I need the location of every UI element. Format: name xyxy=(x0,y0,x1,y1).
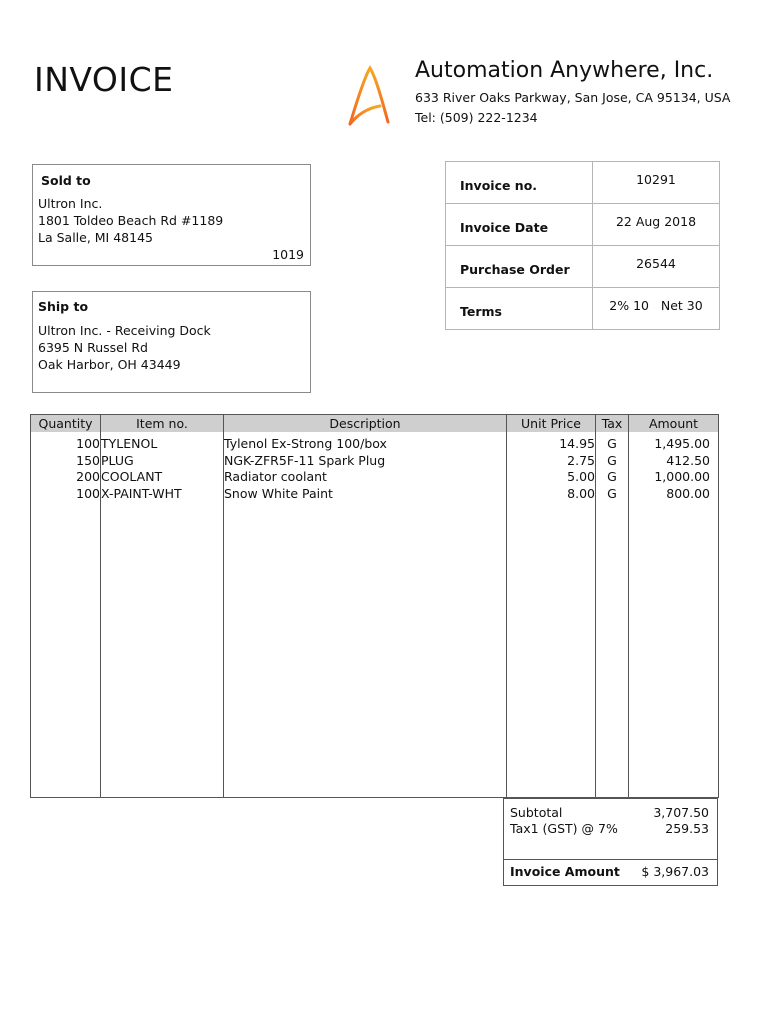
description-cell: Snow White Paint xyxy=(224,486,333,502)
terms-label: Terms xyxy=(446,288,593,330)
unit-price-cell: 2.75 xyxy=(567,452,595,468)
invoice-no-value: 10291 xyxy=(593,162,720,204)
quantity-cell: 200 xyxy=(76,469,100,485)
unit-price-cell: 5.00 xyxy=(567,469,595,485)
tax-cell: G xyxy=(607,469,617,485)
invoice-meta-table xyxy=(445,161,720,330)
meta-row-terms xyxy=(446,288,720,330)
meta-row-purchase-order xyxy=(446,246,720,288)
company-logo-icon xyxy=(346,64,392,128)
item-no-cell: TYLENOL xyxy=(101,436,158,451)
description-cell: Radiator coolant xyxy=(224,469,327,485)
quantity-cell: 100 xyxy=(76,486,100,502)
totals-divider xyxy=(504,859,717,860)
sold-to-heading: Sold to xyxy=(41,173,91,188)
unit-price-cell: 8.00 xyxy=(567,486,595,502)
line-items-table xyxy=(30,414,719,798)
tax-row xyxy=(510,821,709,836)
amount-column xyxy=(629,432,719,798)
item-no-cell: PLUG xyxy=(101,452,134,468)
amount-cell: 1,000.00 xyxy=(654,469,710,485)
column-header-unit-price: Unit Price xyxy=(507,415,596,433)
unit-price-column xyxy=(507,432,596,798)
column-header-amount: Amount xyxy=(629,415,719,433)
invoice-amount-label: Invoice Amount xyxy=(510,864,620,879)
tax-cell: G xyxy=(607,452,617,468)
invoice-date-value: 22 Aug 2018 xyxy=(593,204,720,246)
tax-cell: G xyxy=(607,486,617,502)
item-no-column xyxy=(101,432,224,798)
totals-box xyxy=(503,798,718,886)
column-header-tax: Tax xyxy=(596,415,629,433)
sold-to-line: Ultron Inc. xyxy=(38,196,103,211)
quantity-column xyxy=(31,432,101,798)
tax-column xyxy=(596,432,629,798)
sold-to-line: La Salle, MI 48145 xyxy=(38,230,153,245)
column-header-quantity: Quantity xyxy=(31,415,101,433)
item-no-cell: X-PAINT-WHT xyxy=(101,486,182,502)
tax-cell: G xyxy=(607,436,617,451)
subtotal-value: 3,707.50 xyxy=(653,805,709,820)
line-items-header xyxy=(31,415,719,433)
description-cell: Tylenol Ex-Strong 100/box xyxy=(224,436,387,451)
subtotal-label: Subtotal xyxy=(510,805,563,820)
meta-row-invoice-date xyxy=(446,204,720,246)
invoice-amount-value: $ 3,967.03 xyxy=(641,864,709,879)
company-name: Automation Anywhere, Inc. xyxy=(415,58,714,83)
customer-code: 1019 xyxy=(272,247,304,262)
description-column xyxy=(224,432,507,798)
ship-to-line: Ultron Inc. - Receiving Dock xyxy=(38,323,211,338)
company-address: 633 River Oaks Parkway, San Jose, CA 95134, USA xyxy=(415,90,731,105)
invoice-amount-row xyxy=(510,864,709,879)
document-title: INVOICE xyxy=(34,60,174,99)
description-cell: NGK-ZFR5F-11 Spark Plug xyxy=(224,452,386,468)
quantity-cell: 150 xyxy=(76,452,100,468)
invoice-date-label: Invoice Date xyxy=(446,204,593,246)
column-header-item-no: Item no. xyxy=(101,415,224,433)
ship-to-box xyxy=(32,291,311,393)
unit-price-cell: 14.95 xyxy=(559,436,595,451)
ship-to-line: Oak Harbor, OH 43449 xyxy=(38,357,181,372)
amount-cell: 412.50 xyxy=(666,452,710,468)
terms-value: 2% 10 Net 30 xyxy=(593,288,720,330)
company-telephone: Tel: (509) 222-1234 xyxy=(415,110,538,125)
ship-to-heading: Ship to xyxy=(38,299,89,314)
amount-cell: 800.00 xyxy=(666,486,710,502)
invoice-no-label: Invoice no. xyxy=(446,162,593,204)
amount-cell: 1,495.00 xyxy=(654,436,710,451)
purchase-order-label: Purchase Order xyxy=(446,246,593,288)
item-no-cell: COOLANT xyxy=(101,469,163,485)
quantity-cell: 100 xyxy=(76,436,100,451)
purchase-order-value: 26544 xyxy=(593,246,720,288)
ship-to-line: 6395 N Russel Rd xyxy=(38,340,148,355)
sold-to-box xyxy=(32,164,311,266)
tax-value: 259.53 xyxy=(665,821,709,836)
tax-label: Tax1 (GST) @ 7% xyxy=(510,821,618,836)
subtotal-row xyxy=(510,805,709,820)
line-items-body xyxy=(31,432,719,798)
meta-row-invoice-no xyxy=(446,162,720,204)
column-header-description: Description xyxy=(224,415,507,433)
sold-to-line: 1801 Toldeo Beach Rd #1189 xyxy=(38,213,224,228)
